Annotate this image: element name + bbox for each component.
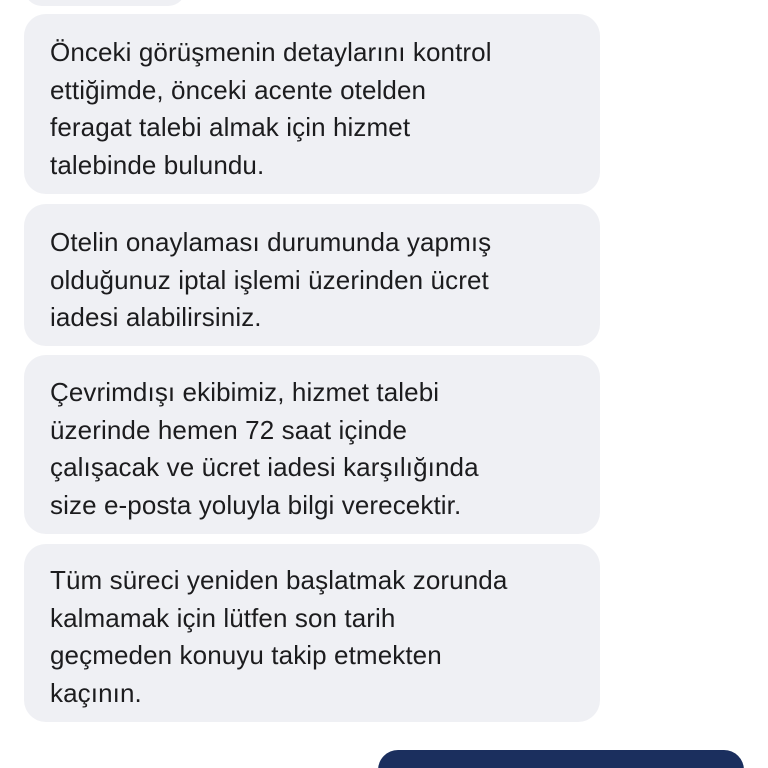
message-text: Otelin onaylaması durumunda yapmış olduğunuz iptal işlemi üzerinden ücret iadesi alabilirsiniz. <box>50 227 492 332</box>
message-text: Önceki görüşmenin detaylarını kontrol ettiğimde, önceki acente otelden feragat talebi almak için hizmet talebinde bulundu. <box>50 37 492 180</box>
incoming-message-bubble[interactable] <box>24 355 600 534</box>
incoming-message-bubble[interactable] <box>24 544 600 722</box>
message-text: Çevrimdışı ekibimiz, hizmet talebi üzerinde hemen 72 saat içinde çalışacak ve ücret iadesi karşılığında size e-posta yoluyla bilgi verecektir. <box>50 377 479 520</box>
incoming-message-bubble[interactable] <box>24 14 600 194</box>
previous-message-bubble[interactable] <box>24 0 186 6</box>
incoming-message-bubble[interactable] <box>24 204 600 346</box>
outgoing-message-bubble[interactable] <box>378 750 744 768</box>
message-text: Tüm süreci yeniden başlatmak zorunda kalmamak için lütfen son tarih geçmeden konuyu takip etmekten kaçının. <box>50 565 508 708</box>
